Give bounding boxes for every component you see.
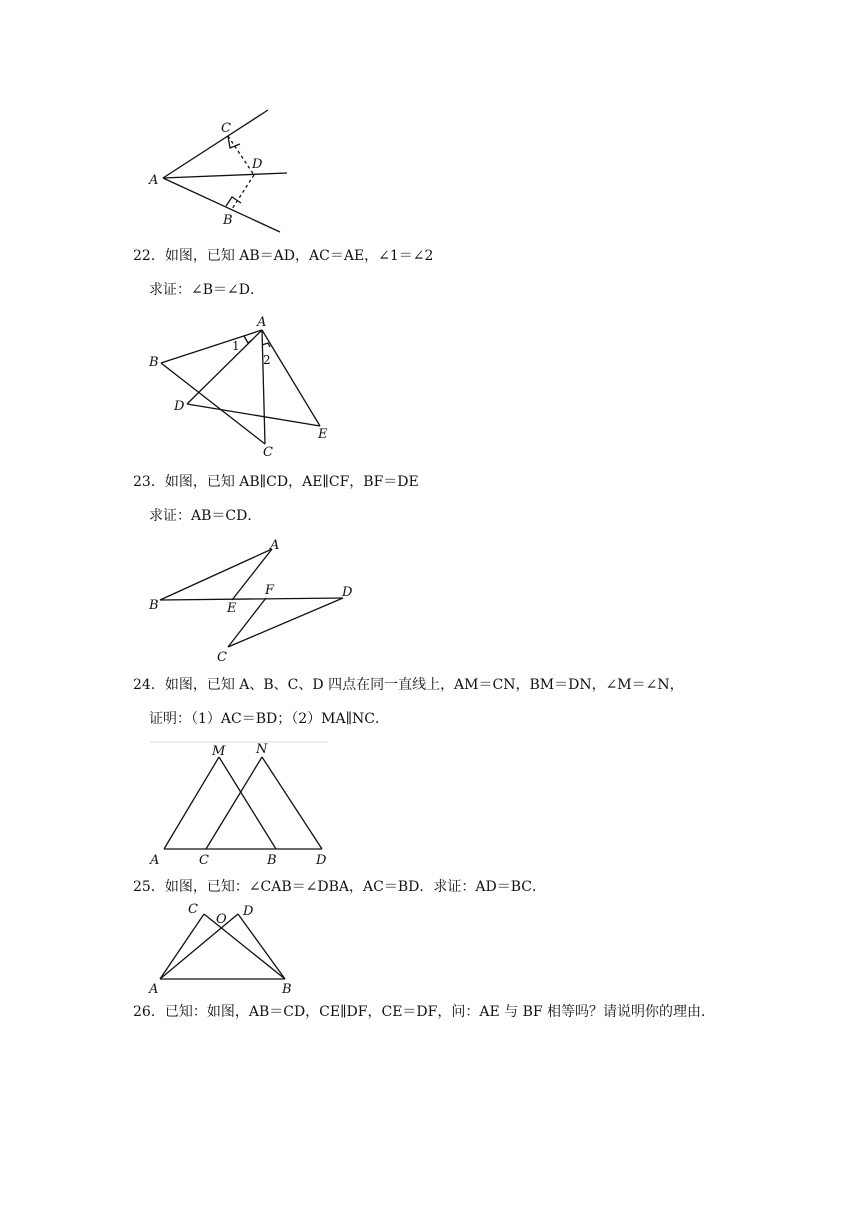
segment-bd [232, 175, 254, 209]
label-b: B [223, 213, 233, 228]
label-f: F [265, 583, 275, 598]
label-a: A [150, 853, 160, 868]
label-c: C [263, 445, 273, 460]
question-25-number: 25． [133, 879, 165, 895]
label-d: D [243, 904, 254, 919]
label-d: D [342, 585, 353, 600]
label-m: M [212, 744, 226, 759]
ray-ad [163, 173, 287, 178]
label-d: D [174, 399, 185, 414]
segment-cn [206, 757, 262, 849]
question-24-prove: 证明：（1）AC＝BD；（2）MA∥NC． [149, 711, 390, 727]
label-c: C [188, 902, 198, 917]
label-a: A [257, 315, 267, 330]
label-e: E [227, 601, 237, 616]
figure-25 [0, 898, 860, 998]
question-22-statement [133, 246, 433, 266]
segment-de [187, 404, 320, 426]
angle-2-arc [262, 343, 270, 347]
segment-ae [262, 330, 320, 426]
figure-22 [0, 300, 860, 465]
segment-am [164, 757, 219, 849]
question-26-text: 已知：如图，AB＝CD，CE∥DF，CE＝DF，问：AE 与 BF 相等吗？请说明你的理由． [164, 1004, 716, 1020]
segment-ac [160, 914, 204, 979]
question-24-statement [133, 675, 684, 695]
label-a: A [270, 538, 280, 553]
label-c: C [199, 853, 209, 868]
label-a: A [149, 173, 159, 188]
label-b: B [149, 598, 159, 613]
segment-mb [219, 757, 276, 849]
segment-cd [228, 136, 254, 175]
question-23-text: 如图，已知 AB∥CD，AE∥CF，BF＝DE [164, 474, 419, 490]
question-26-statement [133, 1002, 715, 1022]
figure-23 [0, 530, 860, 670]
label-e: E [318, 427, 328, 442]
question-22-number: 22． [133, 248, 165, 264]
label-c: C [217, 650, 227, 665]
question-25-text: 如图，已知：∠CAB＝∠DBA，AC＝BD．求证：AD＝BC． [164, 879, 546, 895]
label-d: D [316, 853, 327, 868]
figure-21 [0, 0, 860, 240]
label-c: C [221, 121, 231, 136]
question-22-text: 如图，已知 AB＝AD，AC＝AE，∠1＝∠2 [164, 248, 434, 264]
segment-bd [160, 598, 343, 600]
label-n: N [256, 742, 268, 757]
label-b: B [282, 982, 292, 997]
right-angle-mark-b [226, 197, 241, 206]
question-23-prove: 求证：AB＝CD． [149, 508, 262, 524]
question-24-number: 24． [133, 677, 165, 693]
angle-1-label: 1 [232, 339, 240, 353]
label-a: A [149, 982, 159, 997]
segment-ac [262, 330, 265, 444]
question-26-number: 26． [133, 1004, 165, 1020]
question-22-prove: 求证：∠B＝∠D． [149, 282, 264, 298]
label-b: B [267, 853, 277, 868]
question-24-text: 如图，已知 A、B、C、D 四点在同一直线上，AM＝CN，BM＝DN，∠M＝∠N， [164, 677, 684, 693]
segment-nd [262, 757, 322, 849]
question-23-number: 23． [133, 474, 165, 490]
label-b: B [149, 355, 159, 370]
label-d: D [252, 157, 263, 172]
ray-ab [163, 178, 280, 232]
label-o: O [216, 912, 227, 927]
angle-2-label: 2 [263, 353, 271, 367]
question-25-statement [133, 877, 546, 897]
segment-ab [160, 549, 272, 600]
segment-cd [228, 598, 343, 647]
question-23-statement [133, 472, 419, 492]
segment-ab [161, 330, 262, 363]
figure-24 [0, 735, 860, 870]
